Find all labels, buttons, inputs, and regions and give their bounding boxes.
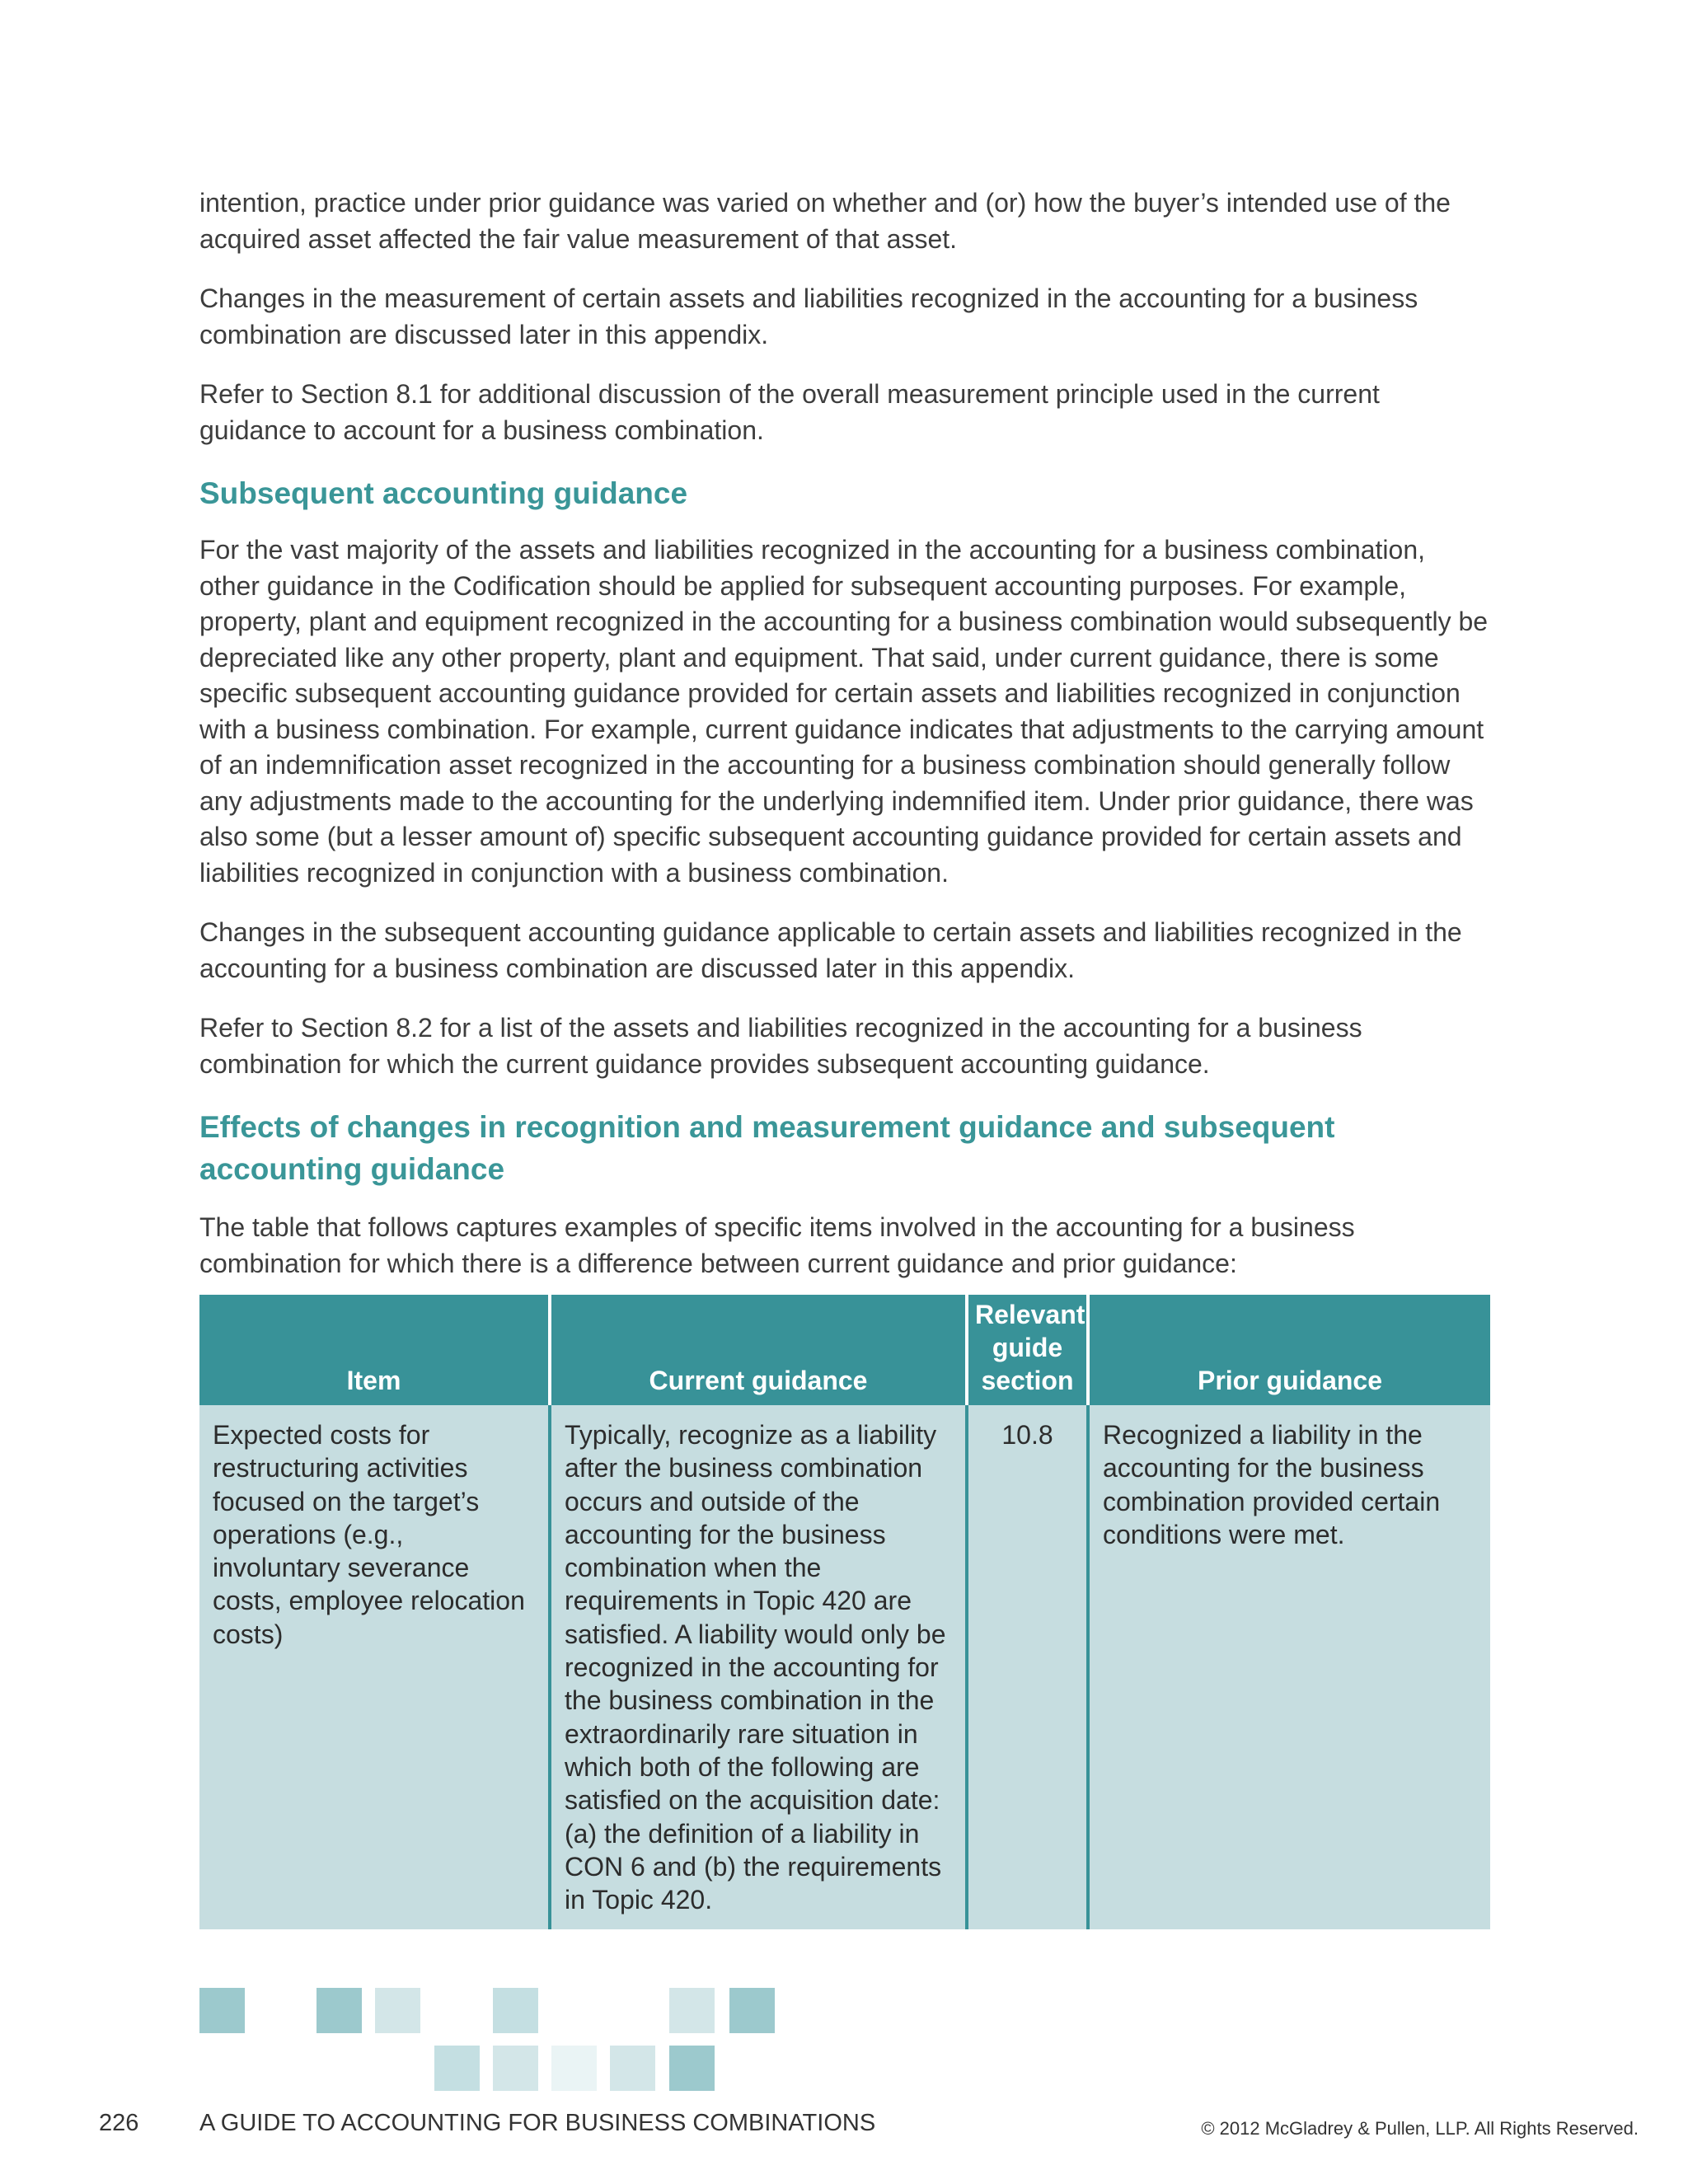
decor-square [610,2046,655,2091]
footer-book-title: A GUIDE TO ACCOUNTING FOR BUSINESS COMBINATIONS [199,2110,876,2136]
decor-square [729,1988,775,2033]
page-content [199,185,1490,1929]
table-row [199,1405,1490,1929]
section-heading-effects-of-changes: Effects of changes in recognition and measurement guidance and subsequent accounting guidance [199,1110,1335,1186]
decor-square [493,1988,538,2033]
column-header-relevant-section: Relevant guide section [967,1295,1088,1405]
cell-prior-guidance: Recognized a liability in the accounting for the business combination provided certain conditions were met. [1088,1405,1490,1929]
decor-square [669,1988,715,2033]
column-header-prior-guidance: Prior guidance [1088,1295,1490,1405]
decor-square [551,2046,597,2091]
paragraph-top-2: Changes in the measurement of certain assets and liabilities recognized in the accounting for a business combination are discussed later in this appendix. [199,284,1418,349]
column-header-item: Item [199,1295,550,1405]
cell-relevant-section: 10.8 [967,1405,1088,1929]
decor-square [375,1988,420,2033]
paragraph-subsequent-2: Changes in the subsequent accounting guidance applicable to certain assets and liabilities recognized in the accounting for a business combination are discussed later in this appendix. [199,917,1462,983]
table-intro: The table that follows captures examples of specific items involved in the accounting for a business combination for which there is a difference between current guidance and prior guidance: [199,1212,1355,1278]
paragraph-top-3: Refer to Section 8.1 for additional discussion of the overall measurement principle used in the current guidance to account for a business combination. [199,379,1380,445]
column-header-current-guidance: Current guidance [550,1295,967,1405]
decor-square [669,2046,715,2091]
page-number: 226 [99,2110,139,2136]
table-header-row [199,1295,1490,1405]
section-heading-subsequent-accounting: Subsequent accounting guidance [199,476,688,510]
footer-copyright: © 2012 McGladrey & Pullen, LLP. All Rights Reserved. [1201,2118,1639,2139]
decor-square [434,2046,480,2091]
decor-square [493,2046,538,2091]
paragraph-subsequent-1: For the vast majority of the assets and liabilities recognized in the accounting for a business combination, other guidance in the Codification should be applied for subsequent accounting purposes. For example, property, plant and equipment recognized in the accounting for a business combination would subsequently be depreciated like any other property, plant and equipment. That said, under current guidance, there is some specific subsequent accounting guidance provided for certain assets and liabilities recognized in conjunction with a business combination. For example, current guidance indicates that adjustments to the carrying amount of an indemnification asset recognized in the accounting for a business combination should generally follow any adjustments made to the accounting for the underlying indemnified item. Under prior guidance, there was also some (but a lesser amount of) specific subsequent accounting guidance provided for certain assets and liabilities recognized in conjunction with a business combination. [199,535,1489,888]
paragraph-subsequent-3: Refer to Section 8.2 for a list of the assets and liabilities recognized in the accounting for a business combination for which the current guidance provides subsequent accounting guidance. [199,1013,1362,1079]
guidance-comparison-table [199,1295,1490,1929]
cell-current-guidance: Typically, recognize as a liability after the business combination occurs and outside of the accounting for the business combination when the requirements in Topic 420 are satisfied. A liability would only be recognized in the accounting for the business combination in the extraordinarily rare situation in which both of the following are satisfied on the acquisition date: (a) the definition of a liability in CON 6 and (b) the requirements in Topic 420. [550,1405,967,1929]
cell-item: Expected costs for restructuring activities focused on the target’s operations (e.g., involuntary severance costs, employee relocation costs) [199,1405,550,1929]
paragraph-top-1: intention, practice under prior guidance was varied on whether and (or) how the buyer’s intended use of the acquired asset affected the fair value measurement of that asset. [199,188,1451,254]
decor-square [199,1988,245,2033]
decor-square [316,1988,362,2033]
